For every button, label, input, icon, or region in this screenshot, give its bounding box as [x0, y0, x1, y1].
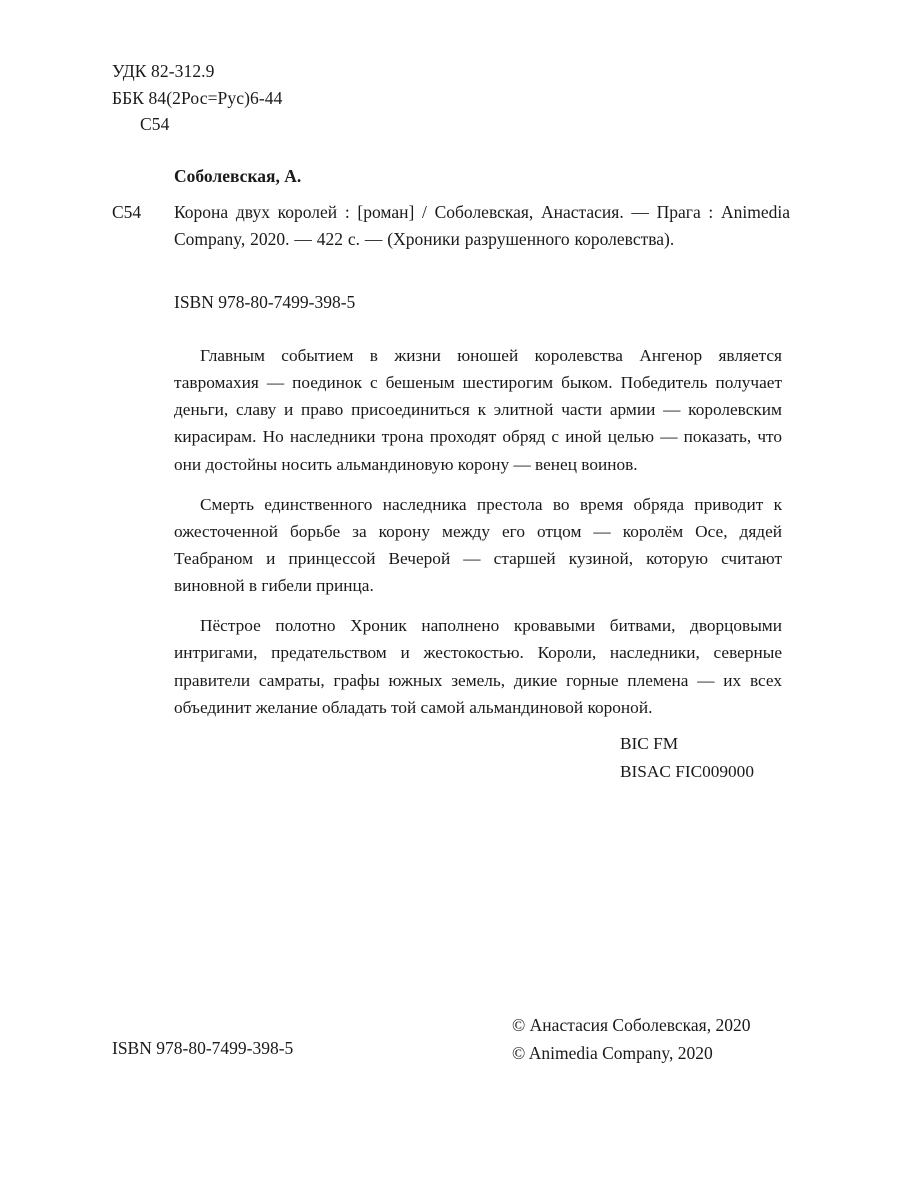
- bib-body: [112, 199, 792, 252]
- isbn-main: ISBN 978-80-7499-398-5: [174, 292, 356, 312]
- bbk-code: ББК 84(2Рос=Рус)6-44: [112, 87, 283, 108]
- udk-code: УДК 82-312.9: [112, 61, 215, 81]
- author-mark-code: С54: [140, 114, 170, 135]
- footer-isbn: ISBN 978-80-7499-398-5: [112, 1038, 294, 1058]
- bib-author-name: Соболевская, А.: [174, 166, 302, 186]
- annotation-block: [174, 342, 782, 721]
- copyright-author: © Анастасия Соболевская, 2020: [512, 1015, 751, 1035]
- annotation-paragraph: Смерть единственного наследника престола во время обряда приводит к ожесточенной борьбе за корону между его отцом — королём Осе, дядей Теабраном и принцессой Вечерой — старшей кузиной, которую считают виновной в гибели принца.: [174, 494, 782, 596]
- copyright-publisher: © Animedia Company, 2020: [512, 1043, 713, 1064]
- bisac-code: BISAC FIC009000: [620, 762, 754, 782]
- copyright-block: [512, 1011, 750, 1068]
- annotation-paragraph: Пёстрое полотно Хроник наполнено кровавыми битвами, дворцовыми интригами, предательством и жестокостью. Короли, наследники, северные правители самраты, графы южных земель, дикие горные племена — их всех объединит желание обладать той самой альмандиновой короной.: [174, 616, 782, 717]
- classification-block: [112, 58, 283, 138]
- bibliographic-record: [112, 163, 792, 252]
- subject-codes: [620, 730, 754, 786]
- bib-shelf-mark: С54: [112, 202, 142, 223]
- bic-code: BIC FM: [620, 734, 679, 753]
- annotation-paragraph: Главным событием в жизни юношей королевства Ангенор является тавромахия — поединок с бешеным шестирогим быком. Победитель получает деньги, славу и право присоединиться к элитной части армии — королевским кирасирам. Но наследники трона проходят обряд с иной целью — показать, что они достойны носить альмандиновую корону — венец воинов.: [174, 346, 782, 474]
- bib-description: Корона двух королей : [роман] / Соболевская, Анастасия. — Прага : Animedia Company, 2020. — 422 с. — (Хроники разрушенного королевства).: [174, 202, 790, 249]
